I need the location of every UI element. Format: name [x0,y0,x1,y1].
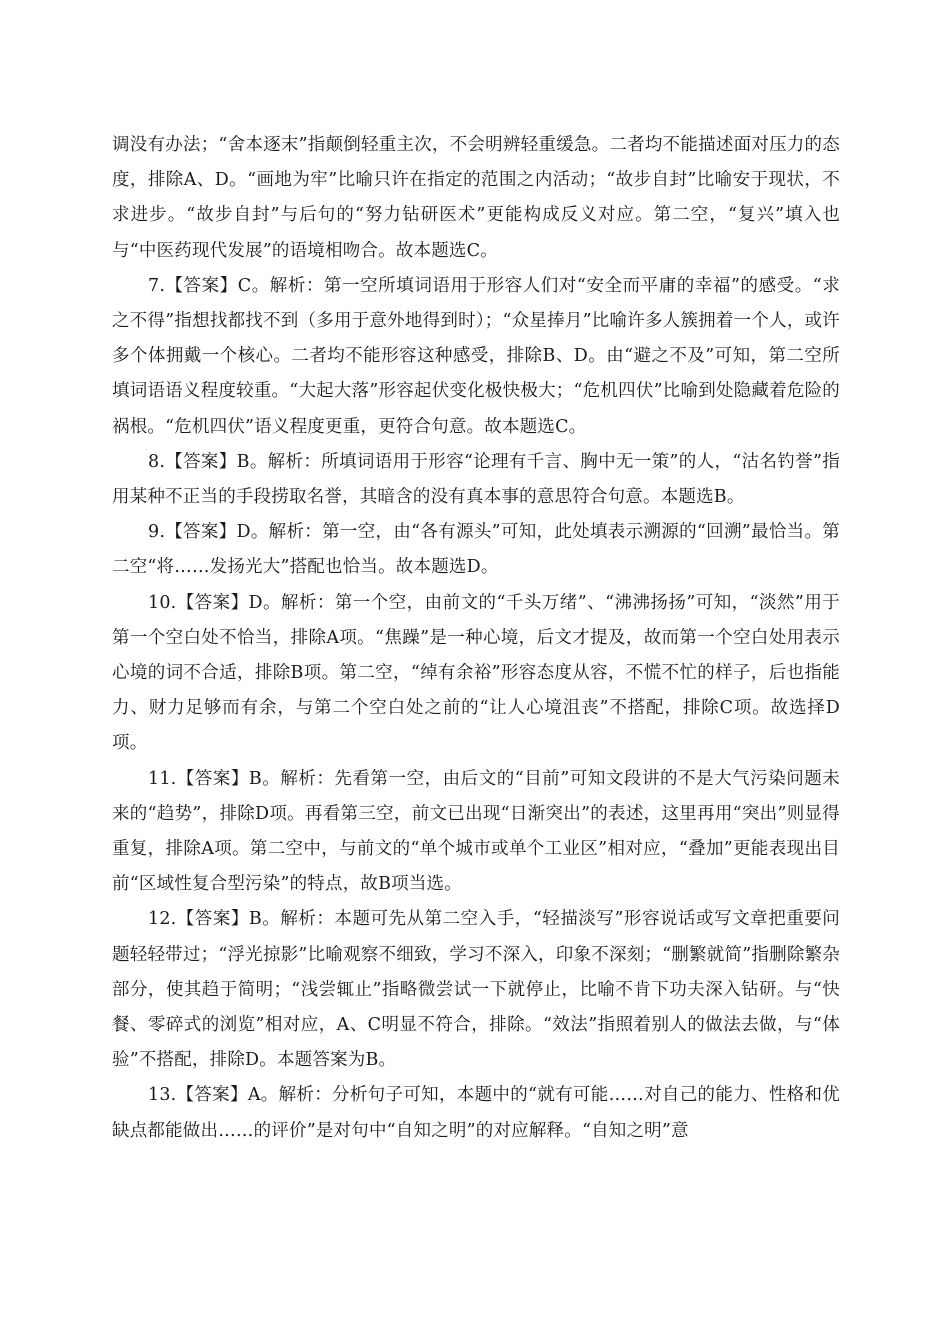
paragraph-q7: 7.【答案】C。解析：第一空所填词语用于形容人们对“安全而平庸的幸福”的感受。“求之不得”指想找都找不到（多用于意外地得到时）；“众星捧月”比喻许多人簇拥着一个人，或许多个体拥戴一个核心。二者均不能形容这种感受，排除B、D。由“避之不及”可知，第二空所填词语语义程度较重。“大起大落”形容起伏变化极快极大；“危机四伏”比喻到处隐藏着危险的祸根。“危机四伏”语义程度更重，更符合句意。故本题选C。 [112,275,840,437]
document-page [112,128,840,1149]
paragraph-q6-continued: 调没有办法；“舍本逐末”指颠倒轻重主次，不会明辨轻重缓急。二者均不能描述面对压力的态度，排除A、D。“画地为牢”比喻只许在指定的范围之内活动；“故步自封”比喻安于现状，不求进步。“故步自封”与后句的“努力钻研医术”更能构成反义对应。第二空，“复兴”填入也与“中医药现代发展”的语境相吻合。故本题选C。 [112,135,840,261]
paragraph-q9: 9.【答案】D。解析：第一空，由“各有源头”可知，此处填表示溯源的“回溯”最恰当。第二空“将……发扬光大”搭配也恰当。故本题选D。 [112,522,840,578]
paragraph-q12: 12.【答案】B。解析：本题可先从第二空入手，“轻描淡写”形容说话或写文章把重要问题轻轻带过；“浮光掠影”比喻观察不细致，学习不深入，印象不深刻；“删繁就简”指删除繁杂部分，使其趋于简明；“浅尝辄止”指略微尝试一下就停止，比喻不肯下功夫深入钻研。与“快餐、零碎式的浏览”相对应，A、C明显不符合，排除。“效法”指照着别人的做法去做，与“体验”不搭配，排除D。本题答案为B。 [112,909,840,1071]
paragraph-q8: 8.【答案】B。解析：所填词语用于形容“论理有千言、胸中无一策”的人，“沽名钓誉”指用某种不正当的手段捞取名誉，其暗含的没有真本事的意思符合句意。本题选B。 [112,451,840,508]
paragraph-q13: 13.【答案】A。解析：分析句子可知，本题中的“就有可能……对自己的能力、性格和优缺点都能做出……的评价”是对句中“自知之明”的对应解释。“自知之明”意 [112,1085,840,1141]
paragraph-q10: 10.【答案】D。解析：第一个空，由前文的“千头万绪”、“沸沸扬扬”可知，“淡然”用于第一个空白处不恰当，排除A项。“焦躁”是一种心境，后文才提及，故而第一个空白处用表示心境的词不合适，排除B项。第二空，“绰有余裕”形容态度从容，不慌不忙的样子，后也指能力、财力足够而有余，与第二个空白处之前的“让人心境沮丧”不搭配，排除C项。故选择D项。 [112,592,840,754]
paragraph-q11: 11.【答案】B。解析：先看第一空，由后文的“目前”可知文段讲的不是大气污染问题未来的“趋势”，排除D项。再看第三空，前文已出现“日渐突出”的表述，这里再用“突出”则显得重复，排除A项。第二空中，与前文的“单个城市或单个工业区”相对应，“叠加”更能表现出目前“区域性复合型污染”的特点，故B项当选。 [112,768,840,895]
